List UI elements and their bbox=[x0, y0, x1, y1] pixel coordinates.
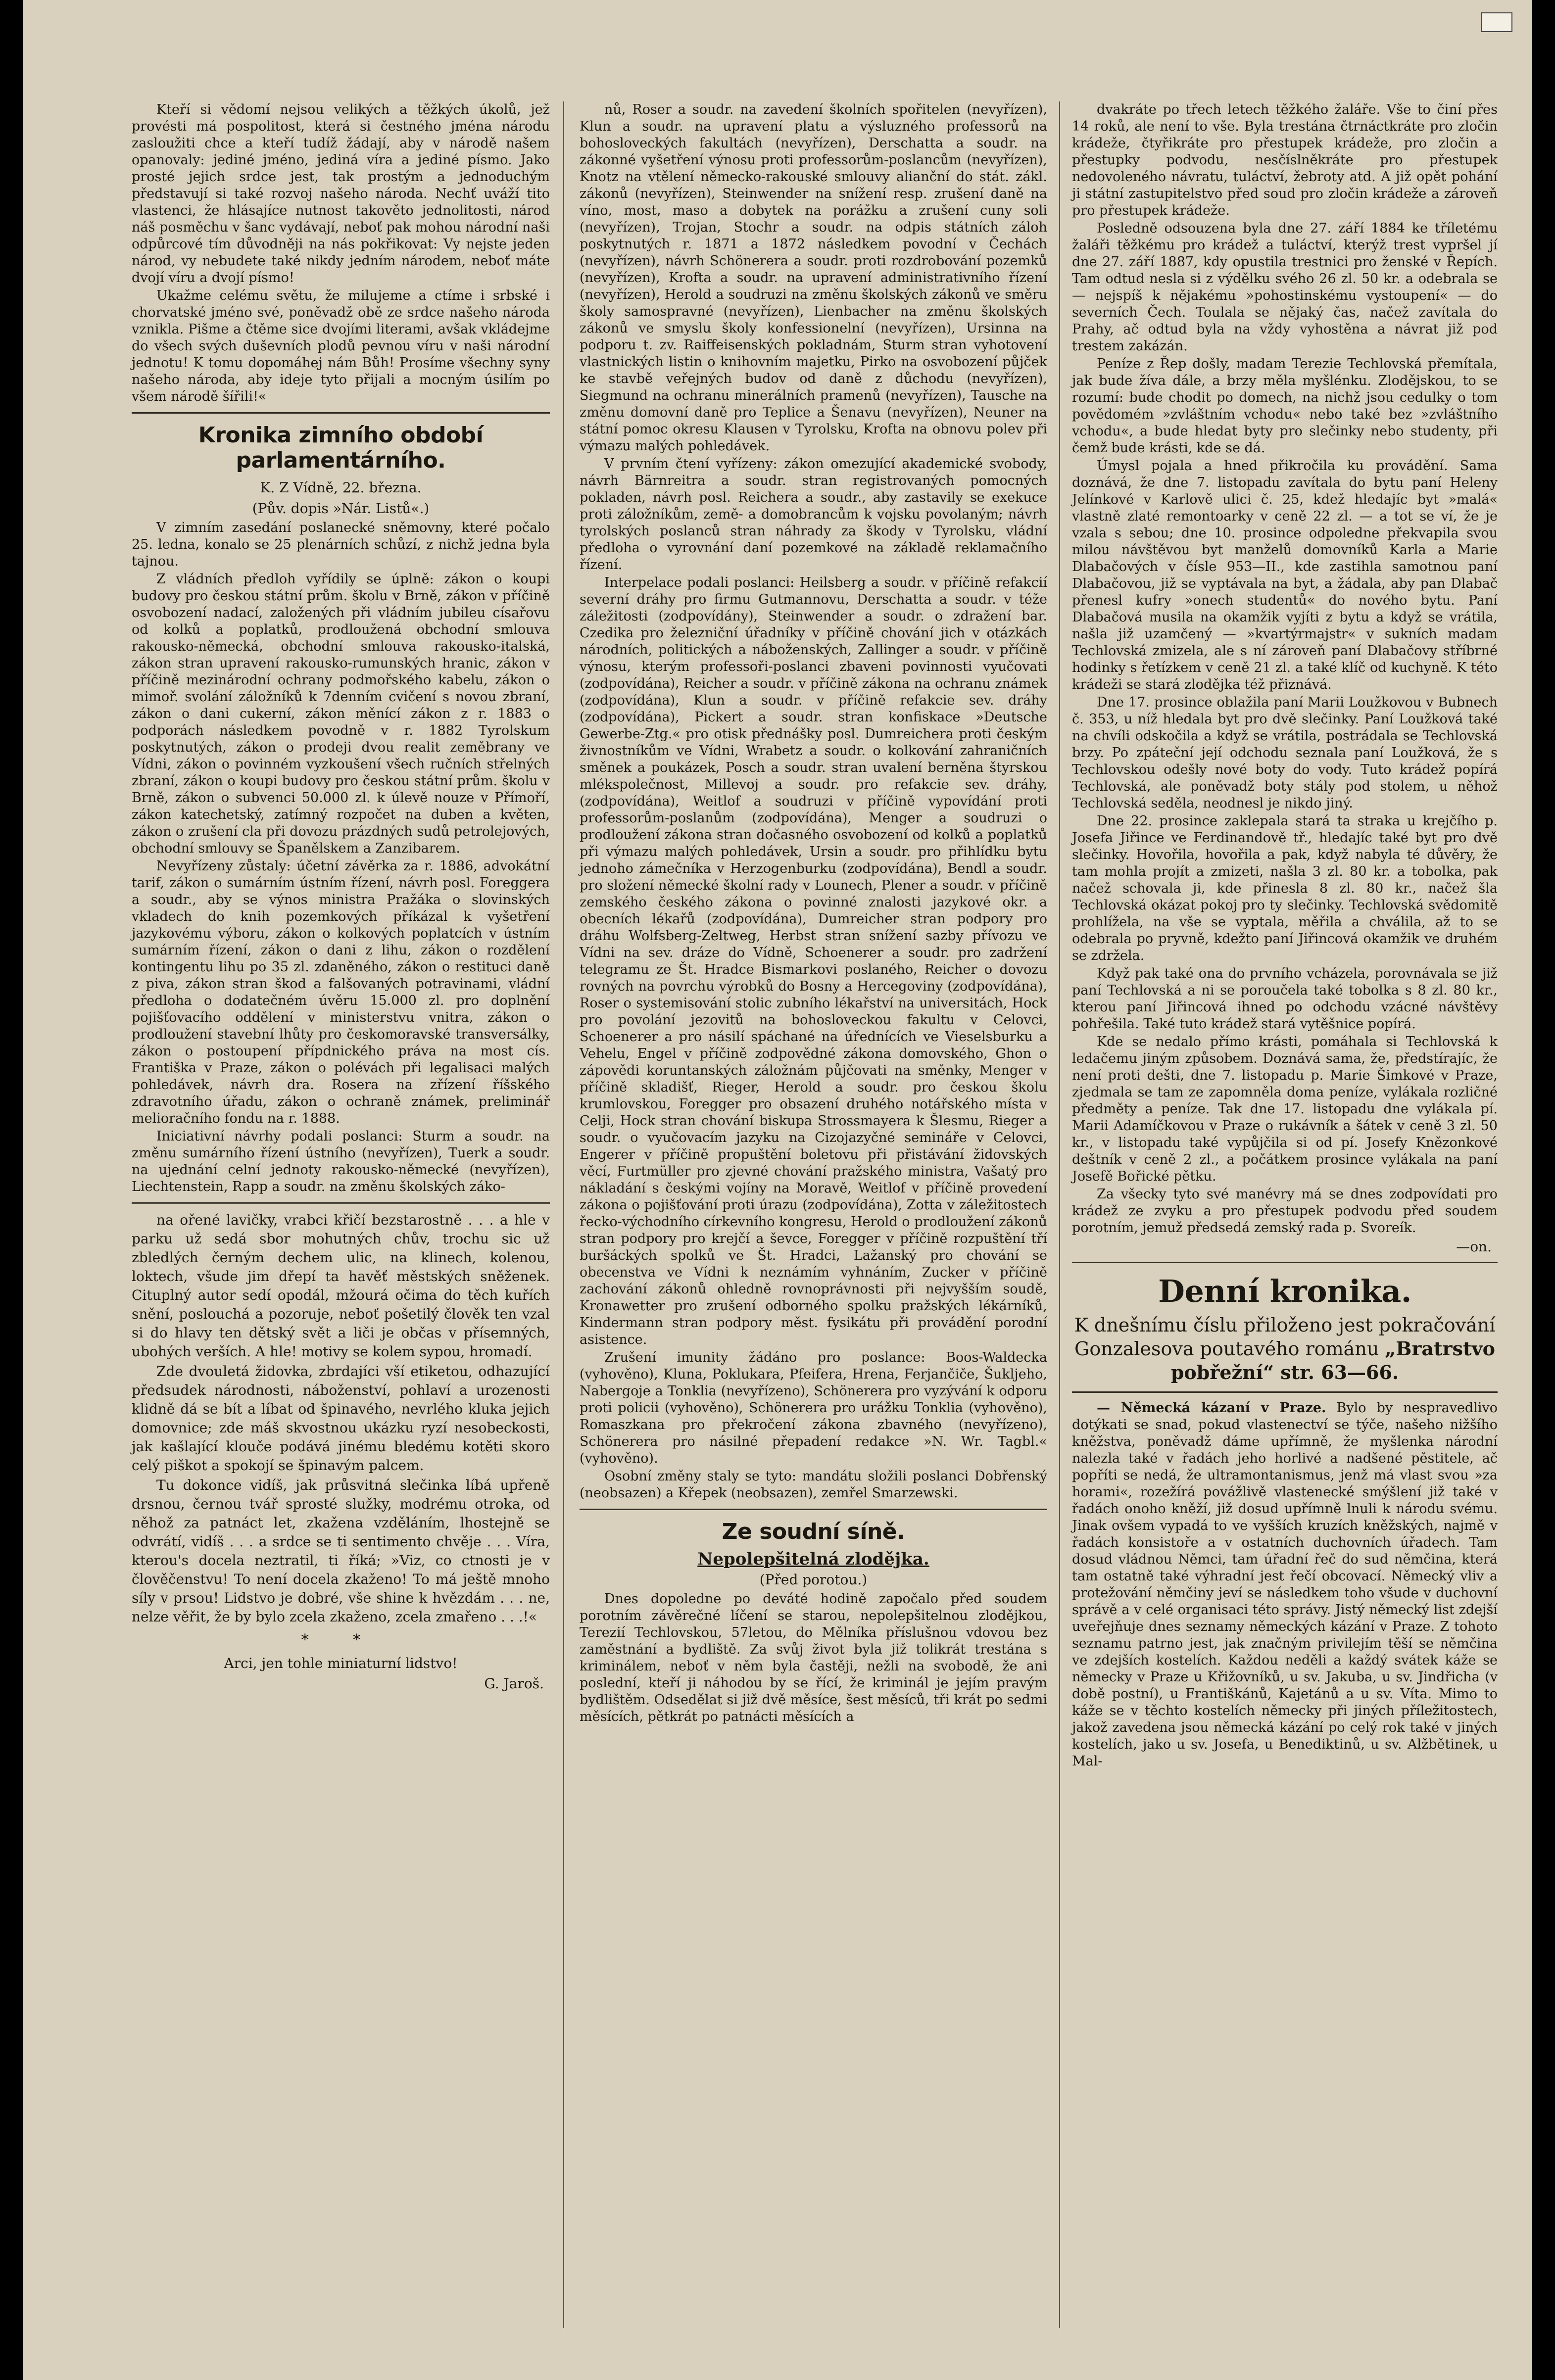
chronicle-paragraph: V zimním zasedání poslanecké sněmovny, které počalo 25. ledna, konalo se 25 plenárních schůzí, z nichž jedna byla tajnou. bbox=[132, 520, 550, 569]
feuilleton-paragraph: na ořené lavičky, vrabci křičí bezstarostně . . . a hle v parku už sedá sbor mohutných chův, trochu sic už zbledlých černým dechem ulic, na klinech, kolenou, loktech, všude jim dřepí ta havěť městských sněženek. Cituplný autor sedí opodál, mžourá očima do těch kuřích snění, poslouchá a pozoruje, neboť pošetilý člověk ten vzal si do hlavy ten dětský svět a liči je občas v přísemných, ubohých verších. A hle! motivy se kolem sypou, hromadí. bbox=[132, 1212, 550, 1360]
section-rule bbox=[132, 412, 550, 414]
daily-chronicle-title: Denní kronika. bbox=[1158, 1273, 1411, 1309]
sermon-paragraph bbox=[1072, 1400, 1498, 1770]
court-signature: —on. bbox=[1456, 1238, 1492, 1255]
feuilleton-paragraph: Tu dokonce vidíš, jak průsvitná slečinka líbá upřeně drsnou, černou tvář sprosté služky, modrému otroka, od něhož za patnáct let, zkažena vzděláním, lhostejně se odvrátí, vidíš . . . a srdce se ti sentimento chvěje . . . Víra, kterou's docela neztratil, ti říká; »Viz, co ctnosti je v člověčenstvu! To není docela zkaženo! To má ještě mnoho síly v prsou! Lidstvo je dobré, vše shine k hvězdám . . . ne, nelze věřit, že by bylo zcela zkaženo, zcela zmařeno . . .!« bbox=[132, 1477, 550, 1625]
sermon-text: Bylo by nespravedlivo dotýkati se snad, pokud vlastenectví se týče, našeho nižšího kněžstva, poněvadž dáme upřímně, že myšlenka národní nalezla také v řadách jeho horlivé a nadšené pěstitele, ač popříti se nedá, že ultramontanismus, jenž má vlast svou »za horami«, rozežírá povážlivě vlastenecké smýšlení již také v řadách onoho kněží, již dosud upřímně lnuli k národu svému. Jinak ovšem vypadá to ve vyšších kruzích kněžských, najmě v řadách konsistoře a v ostatních duchovních úřadech. Tam dosud vládnou Němci, tam úřadní řeč do sud němčina, která tam ostatně také výhradní jest řečí obcovací. Německý vliv a protežování němčiny jeví se následkem toho všude v duchovní správě a v celé organisaci této správy. Jistý německý list zdejší uveřejňuje dnes seznamy německých kázání v Praze. Z tohoto seznamu patrno jest, jak značným privilejím těší se němčina ve zdejších kostelích. Každou neděli a každý svátek káže se německy v Praze u Křižovníků, u sv. Jakuba, u sv. Jindřicha (v době postní), u Františkánů, Kajetánů a u sv. Víta. Mimo to káže se v těchto kostelích německy při jiných příležitostech, jakož zavedena jsou německá kázání po celý rok také v jiných kostelích, jako u sv. Josefa, u Benediktinů, u sv. Alžbětinek, u Mal- bbox=[1072, 1400, 1498, 1769]
court-paragraph: Úmysl pojala a hned přikročila ku provádění. Sama doznává, že dne 7. listopadu zavítala do bytu paní Heleny Jelínkové v Karlově ulici č. 25, kdež hledajíc byt »malá« vlastně zlaté remontoarky v ceně 22 zl. — a tot se ví, že je vzala s sebou; dne 10. prosince odpoledne překvapila svou milou návštěvou byt manželů domovníků Karla a Marie Dlabačových v čísle 953—II., kde zastihla samotnou paní Dlabačovou, již se vyptávala na byt, a žádala, aby pan Dlabač přenesl kufry »onech studentů« do nového bytu. Paní Dlabačová musila na okamžik vyjíti z bytu a když se vrátila, našla již uzamčený — »kvartýrmajstr« v sukních madam Techlovská zmizela, ale s ní zároveň paní Dlabačovy stříbrné hodinky s řetízkem v ceně 21 zl. a také klíč od kuchyně. K této krádeži se stará zlodějka též přiznává. bbox=[1072, 458, 1498, 692]
section-rule bbox=[1072, 1262, 1498, 1263]
parliament-paragraph: Zrušení imunity žádáno pro poslance: Boos-Waldecka (vyhověno), Kluna, Poklukara, Pfeifera, Hrena, Ferjančiče, Šukljeho, Nabergoje a Tonklia (nevyřízeno), Schönerera pro vyzývání k odporu proti policii (vyhověno), Schönerera pro urážku Tonklia (vyhověno), Romaszkana pro překročení zákona zbavného (nevyřízeno), Schönerera pro násilné přepadení redakce »N. Wr. Tagbl.« (vyhověno). bbox=[580, 1350, 1047, 1466]
section-rule bbox=[1072, 1391, 1498, 1393]
supplement-notice-title: „Bratrstvo pobřežní“ str. 63—66. bbox=[1170, 1337, 1495, 1383]
court-paragraph: Za všecky tyto své manévry má se dnes zodpovídati pro krádež ze zvyku a pro přestupek podvodu před soudem porotním, jemuž předsedá zemský rada p. Svoreík. bbox=[1072, 1187, 1498, 1236]
parliament-paragraph: Osobní změny staly se tyto: mandátu složili poslanci Dobřenský (neobsazen) a Křepek (neobsazen), zemřel Smarzewski. bbox=[580, 1469, 1047, 1501]
court-paragraph: Kde se nedalo přímo krásti, pomáhala si Techlovská k ledačemu jiným způsobem. Doznává sama, že, předstírajíc, že není proti dešti, dne 7. listopadu p. Marie Šimkové v Praze, zjedmala se tam ze zapomněla doma peníze, vylákala rozličné předměty a peníze. Tak dne 17. listopadu dne vylákala pí. Marii Adamíčkovou v Praze o rukávník a šátek v ceně 3 zl. 50 kr., v listopadu také vypůjčila si od pí. Josefy Knězonkové deštník v ceně 2 zl., a počátkem prosince vylákala na paní Josefě Bořické pětku. bbox=[1072, 1034, 1498, 1184]
paper-clip-tab bbox=[1481, 12, 1512, 32]
intro-paragraph: Kteří si vědomí nejsou velikých a těžkých úkolů, jež provésti má pospolitost, která si čestného jména národu zasloužiti chce a kteří tudíž žádají, aby v národě našem opanovaly: jediné jméno, jediná víra a jediné písmo. Jako prosté jejich srdce jest, tak prostým a jednoduchým představují si také rozvoj našeho národa. Nechť uváží tito vlastenci, že hlásajíce nutnost takověto jednolitosti, národ náš posměchu v šanc vydávají, neboť pak mohou národní naši odpůrcové tím důvodněji na nás pokřikovat: Vy nejste jeden národ, vy nebudete také nikdy jedním národem, neboť máte dvojí víru a dvojí písmo! bbox=[132, 102, 550, 286]
court-paragraph: Když pak také ona do prvního vcházela, porovnávala se již paní Techlovská a ni se poroučela také tobolka s 8 zl. 80 kr., kterou paní Jiřincová ihned po odchodu vzácné návštěvy pohřešila. Také tuto krádež stará vytěšnice popírá. bbox=[1072, 966, 1498, 1032]
feuilleton-signature: G. Jaroš. bbox=[484, 1675, 544, 1692]
supplement-notice bbox=[1072, 1313, 1498, 1384]
column-divider-2 bbox=[1059, 101, 1060, 2328]
feuilleton-footer: Arci, jen tohle miniaturní lidstvo! bbox=[224, 1655, 458, 1671]
chronicle-source: (Pův. dopis »Nár. Listů«.) bbox=[252, 500, 430, 517]
parliament-paragraph: nů, Roser a soudr. na zavedení školních spořitelen (nevyřízen), Klun a soudr. na upravení platu a výsluzného professorů na bohosloveckých fakultách (nevyřízen), Derschatta a soudr. na zákonné vyšetření výnosu proti professorům-poslancům (nevyřízen), Knotz na vtělení německo-rakouské smlouvy alianční do stát. zákl. zákonů (nevyřízen), Steinwender na snížení resp. zrušení daně na víno, most, maso a dobytek na porážku a zrušení cuny soli (nevyřízen), Trojan, Stochr a soudr. na odpis státních záloh poskytnutých r. 1871 a 1872 následkem povodní v Čechách (nevyřízen), návrh Schönerera a soudr. proti rozdrobování pozemků (nevyřízen), Krofta a soudr. na upravení administrativního řízení (nevyřízen), Herold a soudruzi na změnu školských zákonů ve směru školy samospravné (nevyřízen), Lienbacher na změnu školských zákonů ve smyslu školy konfessionelní (nevyřízen), Ursinna na podporu t. zv. Raiffeisenských pokladnám, Sturm stran vyhotovení vlastnických listin o knihovním majetku, Pirko na osvobození půjček ke stavbě veřejných budov od daně z důchodu (nevyřízen), Siegmund na ochranu minerálních pramenů (nevyřízen), Tausche na změnu domovní daně pro Teplice a Šenavu (nevyřízen), Neuner na státní pomoc okresu Klausen v Tyrolsku, Krofta na obnovu polev při výmazu malých pohledávek. bbox=[580, 102, 1047, 454]
chronicle-paragraph: Iniciativní návrhy podali poslanci: Sturm a soudr. na změnu sumárního řízení ústního (nevyřízen), Tuerk a soudr. na ujednání celní jednoty rakousko-německé (nevyřízen), Liechtenstein, Rapp a soudr. na změnu školských záko- bbox=[132, 1129, 550, 1194]
court-paragraph: dvakráte po třech letech těžkého žaláře. Vše to činí přes 14 roků, ale není to vše. Byla trestána čtrnáctkráte pro zločin krádeže, čtyřikráte pro přestupek krádeže, pro zločin a přestupky podvodu, nesčíslněkráte pro přestupek nedovoleného návratu, tuláctví, žebroty atd. A již opět pohání ji státní zastupitelstvo před soud pro zločin krádeže a zároveň pro přestupek krádeže. bbox=[1072, 102, 1498, 218]
court-paragraph: Dnes dopoledne po deváté hodině započalo před soudem porotním závěrečné líčení se starou, nepolepšitelnou zlodějkou, Terezií Techlovskou, 57letou, do Mělníka příslušnou vdovou bez zaměstnání a bydliště. Za svůj život byla již tolikrát trestána s kriminálem, neboť v něm byla častěji, nežli na svobodě, že ani poslední, kteří ji náhodou by se řící, že kriminál je jejím pravým bydlištěm. Odsedělat si již dvě měsíce, šest měsíců, tři krát po sedmi měsících, pětkrát po patnácti měsících a bbox=[580, 1591, 1047, 1724]
column-1 bbox=[132, 101, 550, 1692]
column-3 bbox=[1072, 101, 1498, 1771]
court-note: (Před porotou.) bbox=[759, 1571, 868, 1588]
newspaper-page bbox=[23, 0, 1532, 2380]
section-rule bbox=[580, 1509, 1047, 1510]
court-paragraph: Dne 22. prosince zaklepala stará ta straka u krejčího p. Josefa Jiřince ve Ferdinandově tř., hledajíc také byt pro dvě slečinky. Hovořila, hovořila a pak, když nabyla té důvěry, že tam mohla projít a zmizeti, našla 3 zl. 80 kr. a tobolka, pak načež schovala ji, kde přinesla 8 zl. 80 kr., načež šla Techlovská okázat pokoj pro ty slečinky. Techlovská svědomitě prohlížela, na vše se vyptala, měřila a chválila, až to se odebrala po pryvně, kdežto paní Jiřincová okamžik ve druhém se zdržela. bbox=[1072, 813, 1498, 963]
feuilleton-rule bbox=[132, 1202, 550, 1204]
column-2 bbox=[580, 101, 1047, 1726]
parliament-paragraph: V prvním čtení vyřízeny: zákon omezující akademické svobody, návrh Bärnreitra a soudr. stran registrovaných pomocných pokladen, návrh posl. Reichera a soudr., aby zastavily se exekuce proti záložníkům, země- a domobrancům k vojsku povolaným; návrh tyrolských poslanců stran náhrady za škody v Tyrolsku, vládní předloha o vyrovnání daní pozemkové na základě reklamačního řízení. bbox=[580, 456, 1047, 572]
separator-stars: * * bbox=[301, 1631, 381, 1649]
intro-paragraph: Ukažme celému světu, že milujeme a ctíme i srbské i chorvatské jméno své, poněvadž obě ze srdce našeho národa vznikla. Pišme a čtěme sice dvojími literami, avšak vkládejme do všech svých duševních plodů pevnou víru v naši národní jednotu! K tomu dopomáhej nám Bůh! Prosíme všechny syny našeho národa, aby ideje tyto přijali a mocným úsilím po všem národě šířili!« bbox=[132, 288, 550, 404]
court-paragraph: Peníze z Řep došly, madam Terezie Techlovská přemítala, jak bude žíva dále, a brzy měla myšlénku. Zlodějskou, to se rozumí: bude chodit po domech, na nichž jsou cedulky o tom povědomém »zvláštním vchodu« nebo také bez »zvláštního vchodu«, a bude hledat byty pro slečinky nebo studenty, při čemž bude krásti, kde se dá. bbox=[1072, 356, 1498, 456]
court-paragraph: Dne 17. prosince oblažila paní Marii Loužkovou v Bubnech č. 353, u níž hledala byt pro dvě slečinky. Paní Loužková také na chvíli odskočila a když se vrátila, postrádala se Techlovská brzy. Po zpáteční její odchodu seznala paní Loužková, že s Techlovskou odešly nové boty do vody. Tuto krádež popírá Techlovská, ale poněvadž boty stály pod stolem, u něhož Techlovská seděla, neodnesl je nikdo jiný. bbox=[1072, 695, 1498, 811]
court-title: Ze soudní síně. bbox=[722, 1519, 905, 1544]
column-divider-1 bbox=[563, 101, 564, 2328]
feuilleton-paragraph: Zde dvouletá židovka, zbrdajíci vší etiketou, odhazující předsudek národnosti, náboženství, pohlaví a urozenosti klidně dá se bít a líbat od špinavého, nevrlého kluka jejich domovnice; zde máš skvostnou ukázku ryzí nesobeckosti, jak kašlající klouče podává jinému bledému kotěti skoro celý piškot a spokojí se špinavým palcem. bbox=[132, 1363, 550, 1474]
supplement-notice-text: K dnešnímu číslu přiloženo jest pokračování Gonzalesova poutavého románu bbox=[1074, 1314, 1496, 1360]
court-subtitle: Nepolepšitelná zlodějka. bbox=[697, 1549, 929, 1569]
chronicle-paragraph: Nevyřízeny zůstaly: účetní závěrka za r. 1886, advokátní tarif, zákon o sumárním ústním řízení, návrh posl. Foreggera a soudr., aby se výnos ministra Pražáka o slovinských vkladech do knih pozemkových příkázal k vyšetření jazykovému výboru, zákon o kolkových poplatcích v ústním sumárním řízení, zákon o dani z lihu, zákon o rozdělení kontingentu lihu po 35 zl. zdaněného, zákon o restituci daně z piva, zákon stran škod a falšovaných potravinami, vládní předloha o dodatečném úvěru 15.000 zl. pro doplnění pojišťovacího oddělení v ministerstvu vnitra, zákon o prodloužení stavební lhůty pro českomoravské transversálky, zákon o postoupení přípdnického práva na most cís. Františka v Praze, zákon o polévách při legalisaci malých pohledávek, návrh dra. Rosera na zřízení říšského zdravotního úřadu, zákon o ochraně známek, preliminář melioračního fondu na r. 1888. bbox=[132, 858, 550, 1126]
chronicle-dateline: K. Z Vídně, 22. března. bbox=[260, 479, 422, 496]
chronicle-title: Kronika zimního období parlamentárního. bbox=[198, 423, 484, 473]
sermon-heading: — Německá kázaní v Praze. bbox=[1097, 1400, 1326, 1416]
chronicle-paragraph: Z vládních předloh vyřídily se úplně: zákon o koupi budovy pro českou státní prům. školu v Brně, zákon v příčině osvobození nadací, založených při vládním jubileu císařovu od kolků a poplatků, prodloužená obchodní smlouva rakousko-německá, obchodní smlouva rakousko-italská, zákon stran upravení rakousko-rumunských hranic, zákon v příčině mezinárodní ochrany podmořského kabelu, zákon o mimoř. svolání záložníků k 7denním cvičení s novou zbraní, zákon o dani cukerní, zákon měnící zákon z r. 1883 o podporách následkem povodně v r. 1882 Tyrolskum poskytnutých, zákon o prodeji dvou realit zeměbrany ve Vídni, zákon o povinném vyzkoušení všech ručních střelných zbraní, zákon o koupi budovy pro českou státní prům. školu v Brně, zákon o subvenci 50.000 zl. k úlevě nouze v Přímoří, zákon katechetský, zatímný rozpočet na duben a květen, zákon o zrušení cla při dovozu prázdných sudů petrolejových, obchodní smlouvy se Španělskem a Zanzibarem. bbox=[132, 571, 550, 856]
court-paragraph: Posledně odsouzena byla dne 27. září 1884 ke tříletému žaláři těžkému pro krádež a tuláctví, kterýž trest vypršel jí dne 27. září 1887, kdy opustila trestnici pro ženské v Řepích. Tam odtud nesla si z výdělku svého 26 zl. 50 kr. a odebrala se — nejspíš k nějakému »pohostinskému vystoupení« — do severních Čech. Toulala se nějaký čas, načež zavítala do Prahy, ač odtud byla na vždy vyhostěna a návrat již pod trestem zakázán. bbox=[1072, 221, 1498, 354]
parliament-paragraph: Interpelace podali poslanci: Heilsberg a soudr. v příčině refakcií severní dráhy pro firmu Gutmannovu, Derschatta a soudr. v téže záležitosti (zodpovídány), Steinwender a soudr. o zdražení bar. Czedika pro železniční úřadníky v příčině chování jich v otázkách národních, politických a náboženských, Zallinger a soudr. v příčině výnosu, kterým professoři-poslanci zbaveni povinnosti vyučovati (zodpovídána), Reicher a soudr. v příčině zákona na ochranu známek (zodpovídána), Klun a soudr. v příčině refakcie sev. dráhy (zodpovídána), Pickert a soudr. stran konfiskace »Deutsche Gewerbe-Ztg.« pro otisk přednášky posl. Dumreichera proti českým živnostníkům ve Vídni, Wrabetz a soudr. o kolkování zahraničních směnek a poukázek, Posch a soudr. stran uvalení berněna štyrskou mlékspolečnost, Millevoj a soudr. pro refakcie sev. dráhy, (zodpovídána), Weitlof a soudruzi v příčině vypovídání proti professorům-poslanům (zodpovídána), Menger a soudruzi o prodloužení zákona stran dočasného osvobození od kolků a poplatků při výmazu malých pohledávek, Ursin a soudr. pro přihlídku bytu jednoho zámečníka v Herzogenburku (zodpovídána), Bendl a soudr. pro složení německé školní rady v Lounech, Plener a soudr. v příčině zemského českého zákona o povinné znalosti jazykové okr. a obecních lékařů (zodpovídána), Dumreicher stran podpory pro dráhu Wolfsberg-Zeltweg, Herbst stran snížení sazby přívozu ve Vídni na sev. dráze do Vídně, Schoenerer a soudr. pro zadržení telegramu ze Št. Hradce Bismarkovi poslaného, Reicher o dovozu rovných na povrchu výrobků do Bosny a Hercegoviny (zodpovídána), Roser o systemisování stolic zubního lékařství na universitách, Hock pro povolání jezovitů na bohosloveckou fakultu v Celovci, Schoenerer a pro násilí spáchané na úřednících ve Vieselsburku a Vehelu, Engel v příčině zodpovědné zákona domovského, Ghon o zápovědi koruntanských záložnám půjčovati na směnky, Menger v příčině skladišť, Rieger, Herold a soudr. pro českou školu krumlovskou, Foregger pro obsazení druhého notářského místa v Celji, Hock stran chování biskupa Strossmayera k Šlesmu, Rieger a soudr. o vyučovacím jazyku na Cizojazyčné semináře v Celovci, Engerer v příčině propuštění boletovu při přistávání židovských věcí, Furtmüller pro zjevné chování pražského ministra, Vašatý pro nákladání s českými vojíny na Moravě, Weitlof v příčině provedení zákona o pojišťování proti úrazu (zodpovídána), Zotta v záležitostech řecko-východního církevního kongresu, Herold o prodloužení zákonů stran podpory pro krejčí a ševce, Foregger v příčině rozpuštění tří buršáckých spolků ve Št. Hradci, Lažanský pro chování se obecenstva ve Vídni k neznámím vyhnáním, Zucker v příčině zachování zákonů ohledně rovnoprávnosti při nejvyšším soudě, Kronawetter pro zrušení odborného spolku pražských lékárníků, Kindermann stran podpory měst. fysikátu při provádění porodní asistence. bbox=[580, 575, 1047, 1347]
